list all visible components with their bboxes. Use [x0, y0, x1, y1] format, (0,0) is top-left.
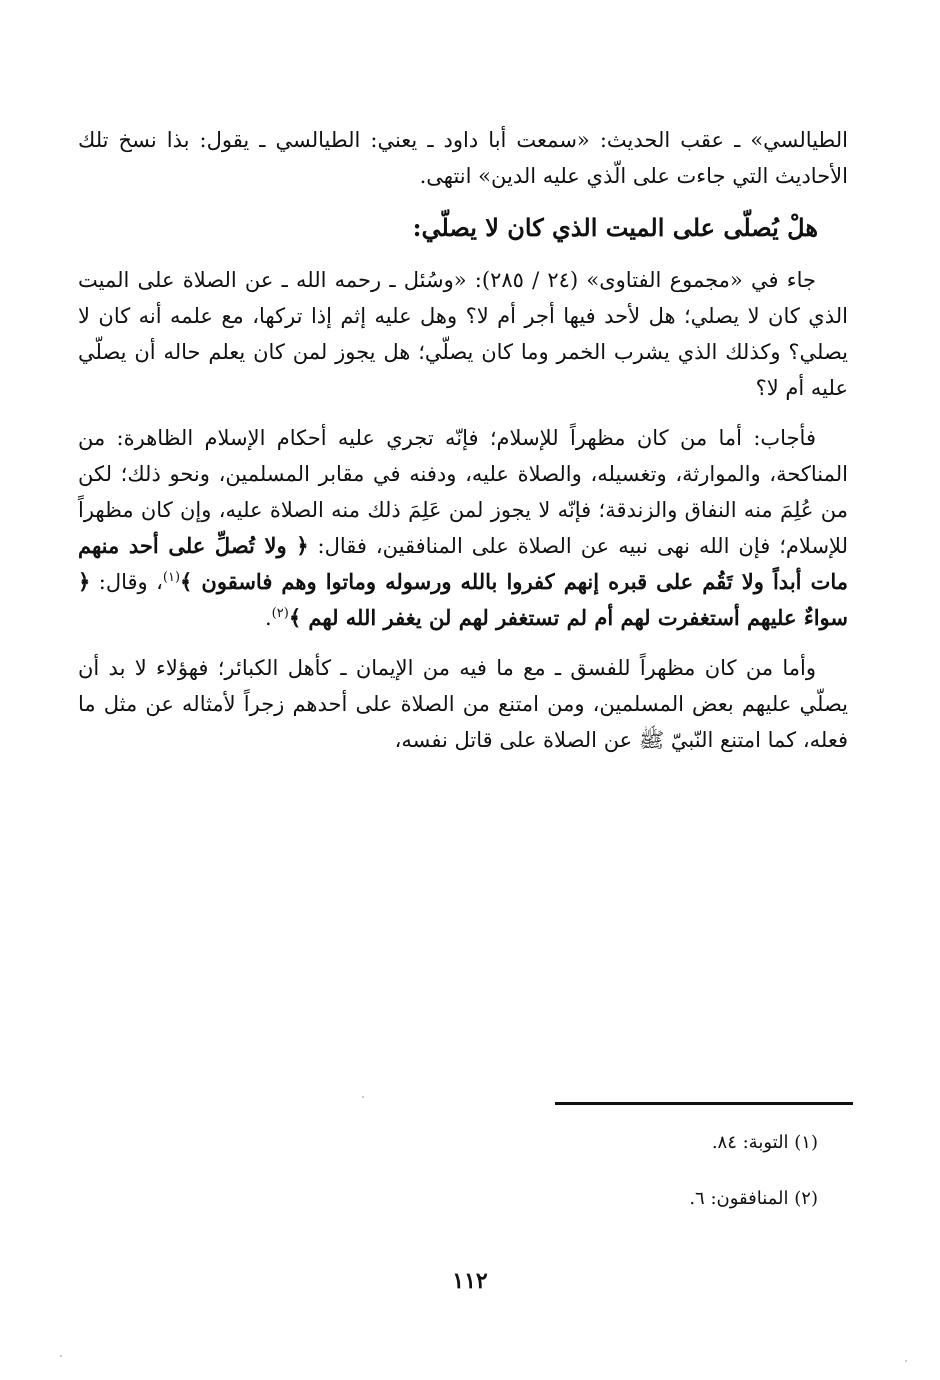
paragraph-answer [78, 420, 848, 636]
footnote-ref-1[interactable]: (١) [162, 570, 181, 585]
connector-text: ، وقال: [98, 570, 163, 594]
footnote-separator [555, 1102, 853, 1105]
quran-verse-1: ﴿ ولا تُصلِّ على أحد منهم مات أبداً ولا تَقُم على قبره إنهم كفروا بالله ورسوله وماتوا وهم فاسقون ﴾ [78, 533, 848, 594]
paragraph-ruling: وأما من كان مظهراً للفسق ـ مع ما فيه من الإيمان ـ كأهل الكبائر؛ فهؤلاء لا بد أن يصلّي عليهم بعض المسلمين، ومن امتنع من الصلاة على أحدهم زجراً لأمثاله عن مثل ما فعله، كما امتنع النّبيّ ﷺ عن الصلاة على قاتل نفسه، [78, 656, 848, 752]
footnotes-section [78, 1128, 818, 1240]
scan-speck [60, 1355, 62, 1357]
paragraph-question: جاء في «مجموع الفتاوى» (٢٤ / ٢٨٥): «وسُئل ـ رحمه الله ـ عن الصلاة على الميت الذي كان لا يصلي؛ هل لأحد فيها أجر أم لا؟ وهل عليه إثم إذا تركها، مع علمه أنه كان لا يصلي؟ وكذلك الذي يشرب الخمر وما كان يصلّي؛ هل يجوز لمن كان يعلم حاله أن يصلّي عليه أم لا؟ [78, 268, 848, 400]
scan-speck [362, 1096, 364, 1098]
footnote-ref-2[interactable]: (٢) [271, 606, 289, 621]
footnote-2: (٢) المنافقون: ٦. [689, 1188, 818, 1209]
footnote-1: (١) التوبة: ٨٤. [711, 1132, 818, 1153]
answer-end-punctuation: . [264, 606, 272, 630]
page-number: ١١٢ [452, 1268, 488, 1294]
paragraph-continuation: الطيالسي» ـ عقب الحديث: «سمعت أبا داود ـ يعني: الطيالسي ـ يقول: بذا نسخ تلك الأحاديث التي جاءت على الّذي عليه الدين» انتهى. [78, 128, 848, 188]
page-body [78, 122, 848, 772]
quran-verse-2: ﴿ سواءٌ عليهم أستغفرت لهم أم لم تستغفر لهم لن يغفر الله لهم ﴾ [78, 569, 848, 630]
scan-speck [905, 1360, 907, 1362]
answer-intro-text: فأجاب: أما من كان مظهراً للإسلام؛ فإنّه تجري عليه أحكام الإسلام الظاهرة: من المناكحة، والموارثة، وتغسيله، والصلاة عليه، ودفنه في مقابر المسلمين، ونحو ذلك؛ لكن من عُلِمَ منه النفاق والزندقة؛ فإنّه لا يجوز لمن عَلِمَ ذلك منه الصلاة عليه، وإن كان مظهراً للإسلام؛ فإن الله نهى نبيه عن الصلاة على المنافقين، فقال: [78, 426, 848, 558]
section-heading: هلْ يُصلّى على الميت الذي كان لا يصلّي: [412, 213, 818, 242]
